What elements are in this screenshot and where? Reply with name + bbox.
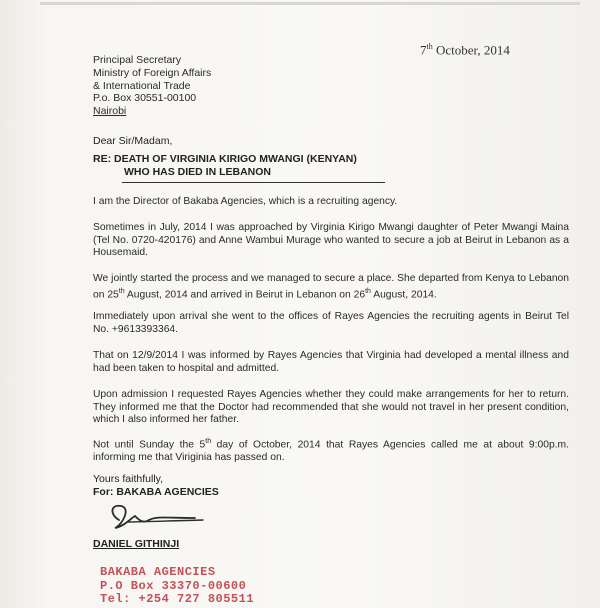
paragraph-approach: Sometimes in July, 2014 I was approached by Virginia Kirigo Mwangi daughter of Peter Mwangi Maina (Tel No. 0720-420176) and Anne Wambui Murage who wanted to secure a job at Beirut in Lebanon as a Housemaid. [93,222,569,258]
address-city: Nairobi [93,105,127,118]
subject-heading [93,153,357,179]
paragraph-departure: We jointly started the process and we managed to secure a place. She departed from Kenya to Lebanon on 25th August, 2014 and arrived in Beirut in Lebanon on 26th August, 2014. [93,273,569,300]
closing-block [93,473,219,499]
letter-date: 7th October, 2014 [420,42,510,58]
paragraph-arrival: Immediately upon arrival she went to the offices of Rayes Agencies the recruiting agents in Beirut Tel No. +9613393364. [93,311,569,335]
subject-underline [122,182,385,183]
salutation: Dear Sir/Madam, [93,135,173,147]
address-line: P.o. Box 30551-00100 [93,92,197,105]
stamp-line: Tel: +254 727 805511 [100,592,255,606]
paragraph-illness: That on 12/9/2014 I was informed by Rayes Agencies that Virginia had developed a mental illness and had been taken to hospital and admitted. [93,350,569,374]
top-edge-line [40,2,580,5]
recipient-address [93,54,211,118]
paragraph-return-request: Upon admission I requested Rayes Agencies whether they could make arrangements for her to return. They informed me that the Doctor had recommended that she would not travel in her present condition, which I also informed her father. [93,389,569,425]
address-line: & International Trade [93,79,191,92]
subject-line-2: WHO HAS DIED IN LEBANON [124,166,271,178]
signatory-name: DANIEL GITHINJI [93,538,180,550]
paragraph-intro: I am the Director of Bakaba Agencies, which is a recruiting agency. [93,196,398,207]
handwritten-signature [105,500,215,536]
agency-stamp [100,566,254,607]
subject-line-1: RE: DEATH OF VIRGINIA KIRIGO MWANGI (KENYAN) [93,153,357,165]
paragraph-death-notice: Not until Sunday the 5th day of October, 2014 that Rayes Agencies called me at about 9:00p.m. informing me that Viriginia has passed on. [93,438,569,463]
stamp-line: P.O Box 33370-00600 [100,578,247,593]
address-line: Principal Secretary [93,54,182,66]
stamp-line: BAKABA AGENCIES [100,565,216,579]
closing-phrase: Yours faithfully, [93,473,164,485]
for-agency-line: For: BAKABA AGENCIES [93,486,219,498]
address-line: Ministry of Foreign Affairs [93,66,212,79]
